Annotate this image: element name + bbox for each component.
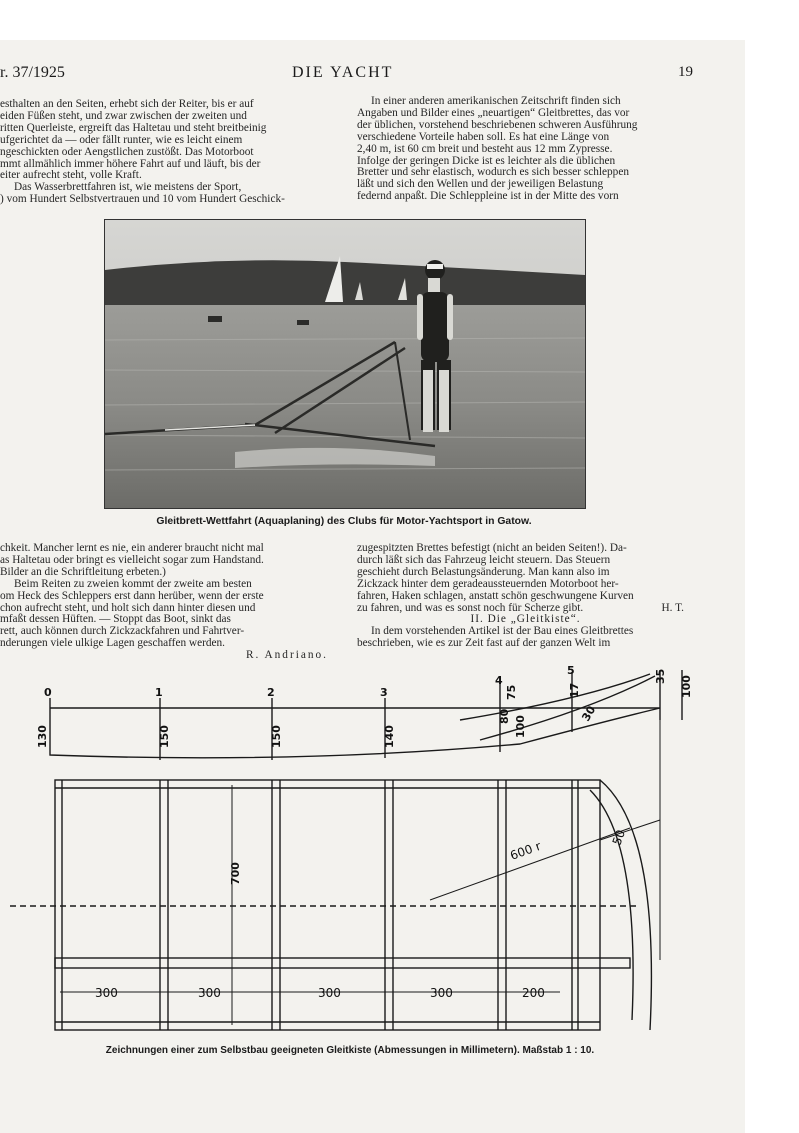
spacing-label: 300: [318, 986, 341, 1000]
text-line: Angaben und Bilder eines „neuartigen“ Gleitbrettes, das vor: [357, 106, 630, 119]
text-line: om Heck des Schleppers erst dann herüber, wenn der erste: [0, 589, 264, 602]
station-label: 0: [44, 686, 52, 699]
text-line: der üblichen, vorstehend beschriebenen schweren Ausführung: [357, 118, 638, 131]
drawing-caption: Zeichnungen einer zum Selbstbau geeigneten Gleitkiste (Abmessungen in Millimetern). Maßstab 1 : 10.: [105, 1045, 595, 1056]
left-column-bottom: [0, 543, 328, 662]
text-line: läßt und sich den Wellen und der jeweiligen Belastung: [357, 178, 604, 191]
photo-caption: Gleitbrett-Wettfahrt (Aquaplaning) des Clubs für Motor-Yachtsport in Gatow.: [156, 516, 532, 527]
text-line: verschiedene Vorteile haben soll. Es hat eine Länge von: [357, 130, 610, 143]
gleitkiste-drawing: [0, 660, 700, 1040]
text-line: federnd anpaßt. Die Schleppleine ist in der Mitte des vorn: [357, 190, 619, 203]
spacing-label: 200: [522, 986, 545, 1000]
height-label: 75: [505, 684, 518, 700]
station-labels: [44, 664, 575, 699]
drawing-svg: [0, 660, 700, 1040]
journal-title: DIE YACHT: [292, 64, 394, 81]
station-label: 3: [380, 686, 388, 699]
left-column-top: [0, 99, 326, 206]
text-line: zu fahren, und was es sonst noch für Scherze gibt.: [357, 601, 584, 614]
plan-width-label: 700: [229, 862, 242, 885]
text-line: Bretter und sehr elastisch, wodurch es sich besser schleppen: [357, 166, 629, 179]
side-bottom-curve: [50, 708, 660, 758]
text-line: ) vom Hundert Selbstvertrauen und 10 vom Hundert Geschick-: [0, 193, 285, 206]
text-line: Beim Reiten zu zweien kommt der zweite am besten: [14, 577, 252, 590]
issue-number: r. 37/1925: [0, 64, 65, 81]
spacing-labels: [95, 986, 545, 1000]
text-line: Zickzack hinter dem geradeaussteuernden Motorboot her-: [357, 577, 619, 590]
author-signature: R. Andriano.: [245, 649, 328, 662]
edge-label: 50: [609, 827, 629, 848]
plan-bow-curve: [600, 780, 651, 1030]
height-label: 17: [568, 682, 581, 698]
text-line: mfaßt dessen Hüften. — Stoppt das Boot, sinkt das: [0, 613, 231, 626]
spacing-label: 300: [430, 986, 453, 1000]
right-column-top: [357, 96, 694, 203]
text-line: eiter aufrecht steht, volle Kraft.: [0, 169, 142, 182]
height-label: 30: [579, 703, 599, 724]
text-line: mmt allmählich immer höhere Fahrt auf und läuft, bis der: [0, 157, 261, 170]
page-number: 19: [678, 64, 693, 80]
station-label: 5: [567, 664, 575, 677]
station-label: 4: [495, 674, 503, 687]
height-label: 130: [36, 725, 49, 748]
right-column-bottom: [357, 543, 694, 650]
text-line: nderungen viele ulkige Lagen geschaffen werden.: [0, 637, 226, 650]
text-line: chon aufrecht steht, und holt sich dann hinter diesen und: [0, 601, 256, 614]
height-label: 150: [158, 725, 171, 748]
text-line: fahren, Haken schlagen, anstatt schön geschwungene Kurven: [357, 589, 634, 602]
text-line: geschieht durch Belastungsänderung. Man kann also im: [357, 565, 610, 578]
text-line: zugespitzten Brettes befestigt (nicht an beiden Seiten!). Da-: [357, 543, 627, 554]
text-line: durch läßt sich das Fahrzeug leicht steuern. Das Steuern: [357, 553, 611, 566]
spacing-label: 300: [95, 986, 118, 1000]
text-line: Infolge der geringen Dicke ist es leichter als die üblichen: [357, 154, 616, 167]
station-label: 1: [155, 686, 163, 699]
height-label: 150: [270, 725, 283, 748]
text-line: chkeit. Mancher lernt es nie, ein anderer braucht nicht mal: [0, 543, 264, 554]
height-label: 35: [654, 668, 667, 684]
side-rise-curve-1: [460, 674, 650, 720]
text-line: esthalten an den Seiten, erhebt sich der Reiter, bis er auf: [0, 99, 254, 110]
height-label: 80: [498, 708, 511, 724]
text-line: beschrieben, wie es zur Zeit fast auf der ganzen Welt im: [357, 637, 611, 650]
author-initials: H. T.: [661, 601, 684, 614]
height-label: 100: [514, 715, 527, 738]
text-line: as Haltetau oder bringt es vielleicht sogar zum Handstand.: [0, 553, 264, 566]
text-line: In einer anderen amerikanischen Zeitschrift finden sich: [371, 96, 621, 107]
station-label: 2: [267, 686, 275, 699]
text-line: Das Wasserbrettfahren ist, wie meistens der Sport,: [14, 181, 242, 194]
text-line: 2,40 m, ist 60 cm breit und besteht aus 12 mm Zypresse.: [357, 142, 613, 155]
text-line: ngeschickten oder Aengstlichen zustößt. Das Motorboot: [0, 145, 254, 158]
height-label: 100: [680, 675, 693, 698]
radius-label: 600 r: [508, 838, 543, 863]
text-line: rett, auch können durch Zickzackfahren und Fahrtver-: [0, 625, 245, 638]
spacing-label: 300: [198, 986, 221, 1000]
text-line: Bilder an die Schriftleitung erbeten.): [0, 565, 166, 578]
text-line: ufgerichtet da — oder fällt runter, wie es leicht einem: [0, 133, 243, 146]
text-line: eiden Füßen steht, und zwar zwischen der zweiten und: [0, 109, 247, 122]
text-line: In dem vorstehenden Artikel ist der Bau eines Gleitbrettes: [371, 625, 634, 638]
height-label: 140: [383, 725, 396, 748]
section-heading: II. Die „Gleitkiste“.: [470, 613, 581, 626]
text-line: ritten Querleiste, ergreift das Haltetau und steht breitbeinig: [0, 121, 267, 134]
aquaplaning-photo: [104, 219, 586, 509]
